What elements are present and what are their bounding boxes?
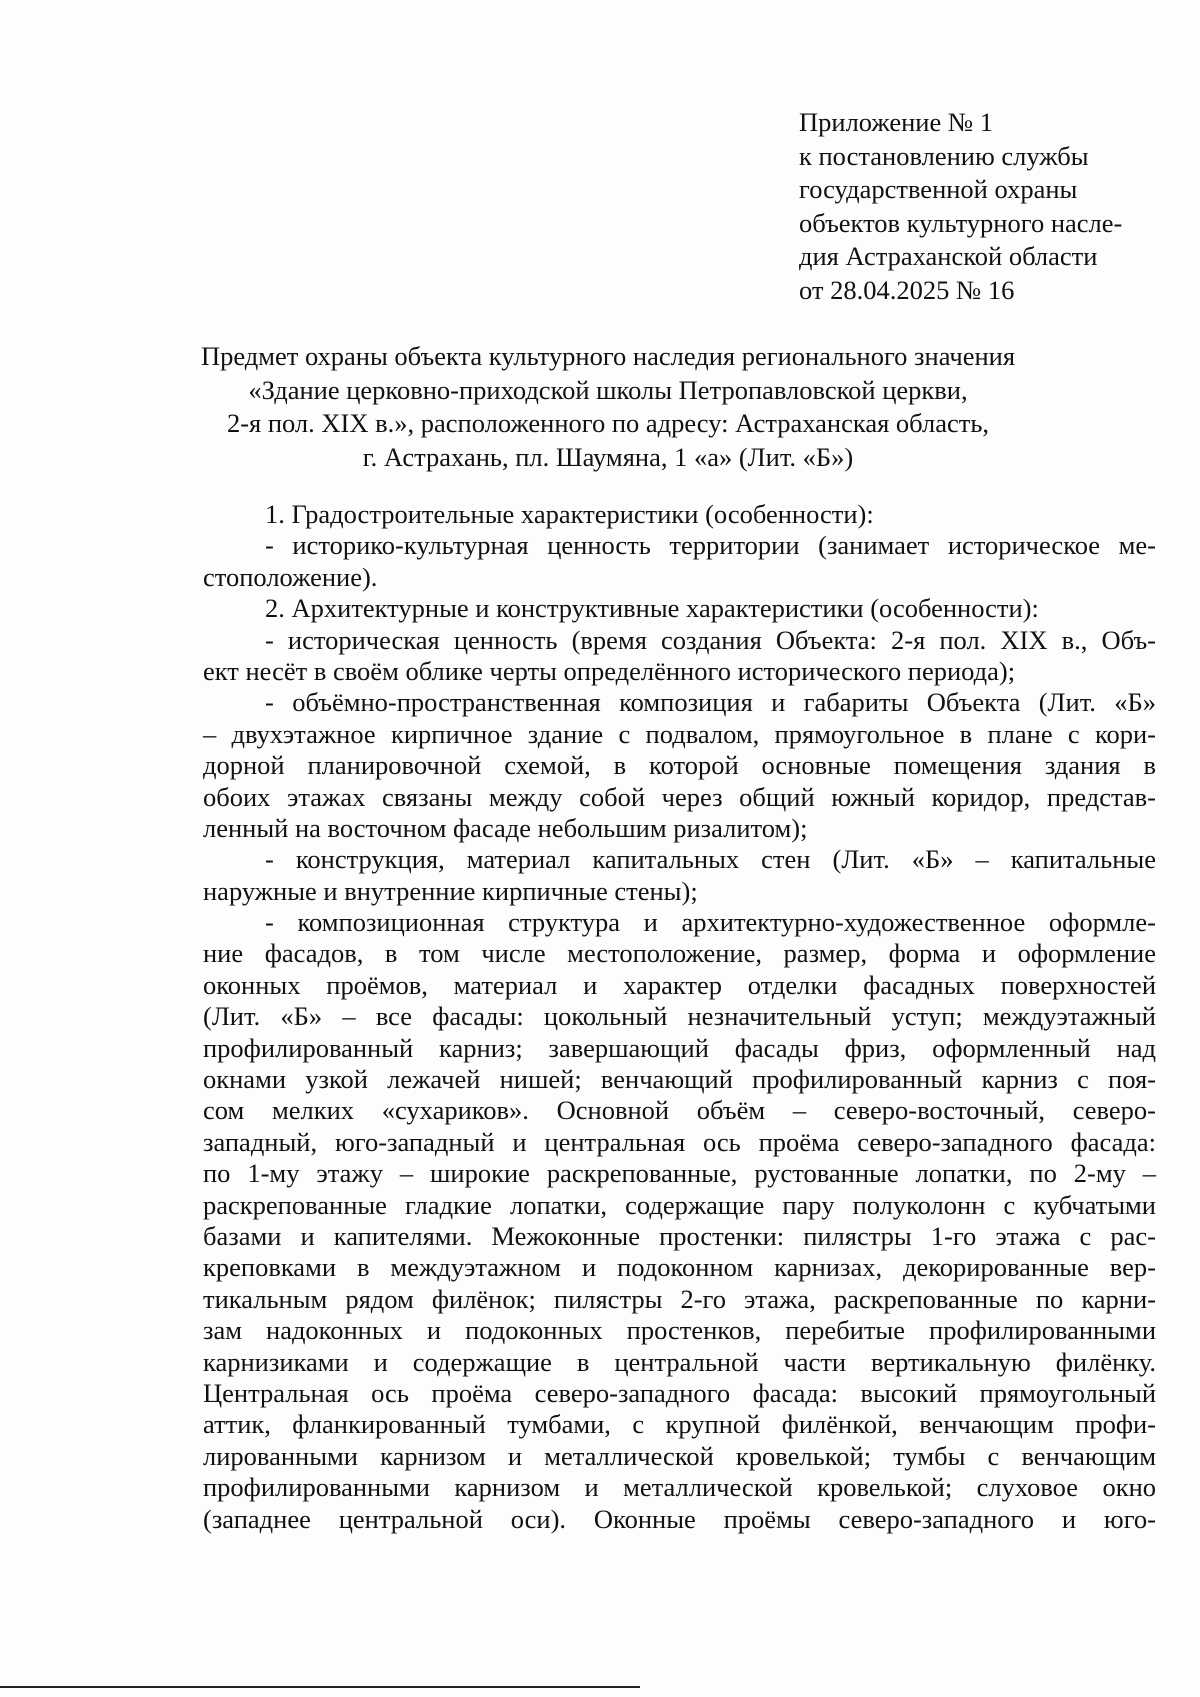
appendix-line: дия Астраханской области xyxy=(799,241,1098,271)
body-line: Центральная ось проёма северо-западного фасада: высокий прямоугольный xyxy=(203,1377,1156,1408)
body-line: ленный на восточном фасаде небольшим ризалитом); xyxy=(203,812,808,843)
body-line: креповками в междуэтажном и подоконном карнизах, декорированные вер- xyxy=(203,1252,1156,1283)
document-body xyxy=(203,499,1156,1535)
appendix-line: Приложение № 1 xyxy=(799,107,994,137)
appendix-line: к постановлению службы xyxy=(799,140,1089,171)
body-line: тикальным рядом филёнок; пилястры 2-го этажа, раскрепованные по карни- xyxy=(203,1283,1156,1314)
body-line: – двухэтажное кирпичное здание с подвалом, прямоугольное в плане с кори- xyxy=(203,718,1156,749)
body-line: стоположение). xyxy=(203,561,378,592)
body-line: наружные и внутренние кирпичные стены); xyxy=(203,875,698,906)
body-line: карнизиками и содержащие в центральной части вертикальную филёнку. xyxy=(203,1346,1156,1377)
title-line: «Здание церковно-приходской школы Петропавловской церкви, xyxy=(248,374,968,405)
body-line: профилированный карниз; завершающий фасады фриз, оформленный над xyxy=(203,1032,1156,1063)
body-line: зам надоконных и подоконных простенков, перебитые профилированными xyxy=(203,1315,1156,1346)
body-line: - объёмно-пространственная композиция и габариты Объекта (Лит. «Б» xyxy=(265,687,1156,718)
body-line: 1. Градостроительные характеристики (особенности): xyxy=(265,499,874,529)
body-line: лированными карнизом и металлической кровелькой; тумбы с венчающим xyxy=(203,1440,1156,1471)
body-line: (западнее центральной оси). Оконные проёмы северо-западного и юго- xyxy=(203,1503,1156,1534)
appendix-line: объектов культурного насле- xyxy=(799,207,1123,238)
title-line: Предмет охраны объекта культурного наследия регионального значения xyxy=(200,341,1016,371)
title-line: г. Астрахань, пл. Шаумяна, 1 «а» (Лит. «Б») xyxy=(362,441,854,472)
appendix-line: государственной охраны xyxy=(799,174,1078,204)
title-line: 2-я пол. XIX в.», расположенного по адресу: Астраханская область, xyxy=(226,408,990,438)
body-line: раскрепованные гладкие лопатки, содержащие пару полуколонн с кубчатыми xyxy=(203,1189,1156,1220)
body-line: сом мелких «сухариков». Основной объём – северо-восточный, северо- xyxy=(203,1095,1156,1126)
body-line: окнами узкой лежачей нишей; венчающий профилированный карниз с поя- xyxy=(203,1064,1156,1095)
body-line: дорной планировочной схемой, в которой основные помещения здания в xyxy=(203,750,1156,781)
body-line: западный, юго-западный и центральная ось проёма северо-западного фасада: xyxy=(203,1126,1156,1157)
body-line: - конструкция, материал капитальных стен (Лит. «Б» – капитальные xyxy=(265,844,1156,875)
body-line: оконных проёмов, материал и характер отделки фасадных поверхностей xyxy=(203,969,1156,1000)
footer-divider xyxy=(0,1686,640,1688)
body-line: профилированными карнизом и металлической кровелькой; слуховое окно xyxy=(203,1472,1156,1503)
body-line: (Лит. «Б» – все фасады: цокольный незначительный уступ; междуэтажный xyxy=(203,1001,1156,1032)
body-line: ект несёт в своём облике черты определённого исторического периода); xyxy=(203,655,1016,686)
document-title xyxy=(180,340,1036,474)
body-line: 2. Архитектурные и конструктивные характеристики (особенности): xyxy=(265,593,1039,624)
body-line: базами и капителями. Межоконные простенки: пилястры 1-го этажа с рас- xyxy=(203,1220,1156,1251)
appendix-block xyxy=(799,106,1159,307)
appendix-line: от 28.04.2025 № 16 xyxy=(799,274,1015,305)
body-line: - историческая ценность (время создания Объекта: 2-я пол. XIX в., Объ- xyxy=(265,624,1156,655)
body-line: ние фасадов, в том числе местоположение, размер, форма и оформление xyxy=(203,938,1156,969)
body-line: аттик, фланкированный тумбами, с крупной филёнкой, венчающим профи- xyxy=(203,1409,1156,1440)
body-line: обоих этажах связаны между собой через общий южный коридор, представ- xyxy=(203,781,1156,812)
body-line: по 1-му этажу – широкие раскрепованные, рустованные лопатки, по 2-му – xyxy=(203,1158,1156,1189)
body-line: - историко-культурная ценность территории (занимает историческое ме- xyxy=(265,530,1156,561)
body-line: - композиционная структура и архитектурно-художественное оформле- xyxy=(265,907,1156,938)
